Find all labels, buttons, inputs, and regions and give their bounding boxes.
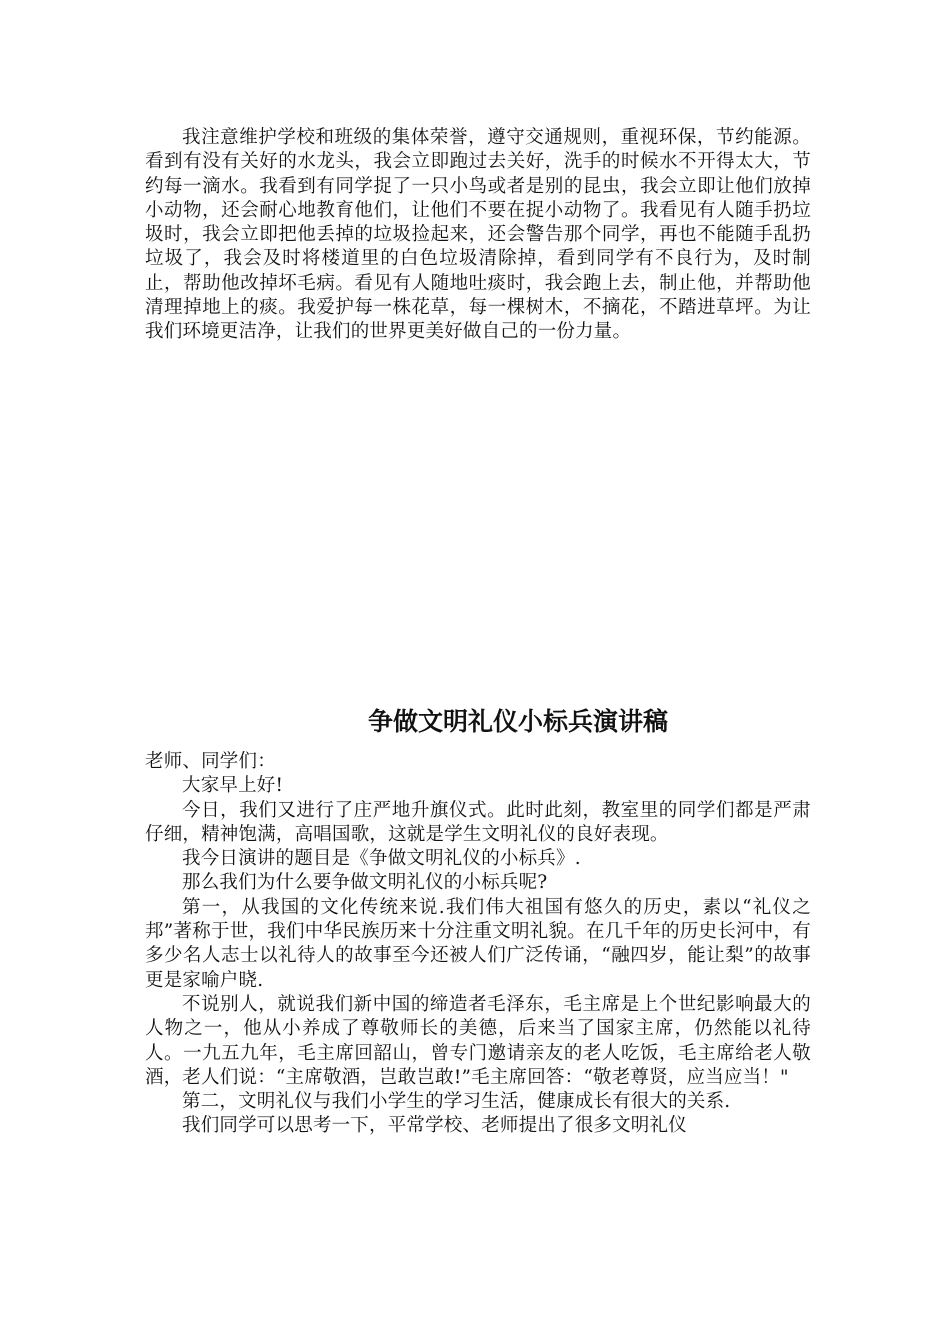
speech-title: 争做文明礼仪小标兵演讲稿 [367,707,668,736]
paragraph: 大家早上好! [182,775,284,797]
paragraph: 今日，我们又进行了庄严地升旗仪式。此时此刻，教室里的同学们都是严肃仔细，精神饱满，高唱国歌，这就是学生文明礼仪的良好表现。 [145,799,811,845]
paragraph: 第一，从我国的文化传统来说.我们伟大祖国有悠久的历史，素以“礼仪之邦”著称于世，我们中华民族历来十分注重文明礼貌。在几千年的历史长河中，有多少名人志士以礼待人的故事至今还被人们广泛传诵，“融四岁，能让梨”的故事更是家喻户晓. [145,896,811,991]
top-text-block [145,126,811,345]
paragraph: 那么我们为什么要争做文明礼仪的小标兵呢? [182,872,548,894]
paragraph: 我今日演讲的题目是《争做文明礼仪的小标兵》. [182,848,581,870]
paragraph: 第二，文明礼仪与我们小学生的学习生活，健康成长有很大的关系. [182,1091,731,1113]
paragraph: 我们同学可以思考一下，平常学校、老师提出了很多文明礼仪 [182,1115,687,1137]
speech-body [145,750,811,1139]
paragraph: 不说别人，就说我们新中国的缔造者毛泽东，毛主席是上个世纪影响最大的人物之一，他从小养成了尊敬师长的美德，后来当了国家主席，仍然能以礼待人。一九五九年，毛主席回韶山，曾专门邀请亲友的老人吃饭，毛主席给老人敬酒，老人们说：“主席敬酒，岂敢岂敢!”毛主席回答：“敬老尊贤，应当应当！" [145,993,811,1088]
salutation: 老师、同学们： [145,751,276,772]
paragraph: 我注意维护学校和班级的集体荣誉，遵守交通规则，重视环保，节约能源。看到有没有关好的水龙头，我会立即跑过去关好，洗手的时候水不开得太大，节约每一滴水。我看到有同学捉了一只小鸟或者是别的昆虫，我会立即让他们放掉小动物，还会耐心地教育他们，让他们不要在捉小动物了。我看见有人随手扔垃圾时，我会立即把他丢掉的垃圾捡起来，还会警告那个同学，再也不能随手乱扔垃圾了，我会及时将楼道里的白色垃圾清除掉，看到同学有不良行为，及时制止，帮助他改掉坏毛病。看见有人随地吐痰时，我会跑上去，制止他，并帮助他清理掉地上的痰。我爱护每一株花草，每一棵树木，不摘花，不踏进草坪。为让我们环境更洁净，让我们的世界更美好做自己的一份力量。 [145,127,811,343]
